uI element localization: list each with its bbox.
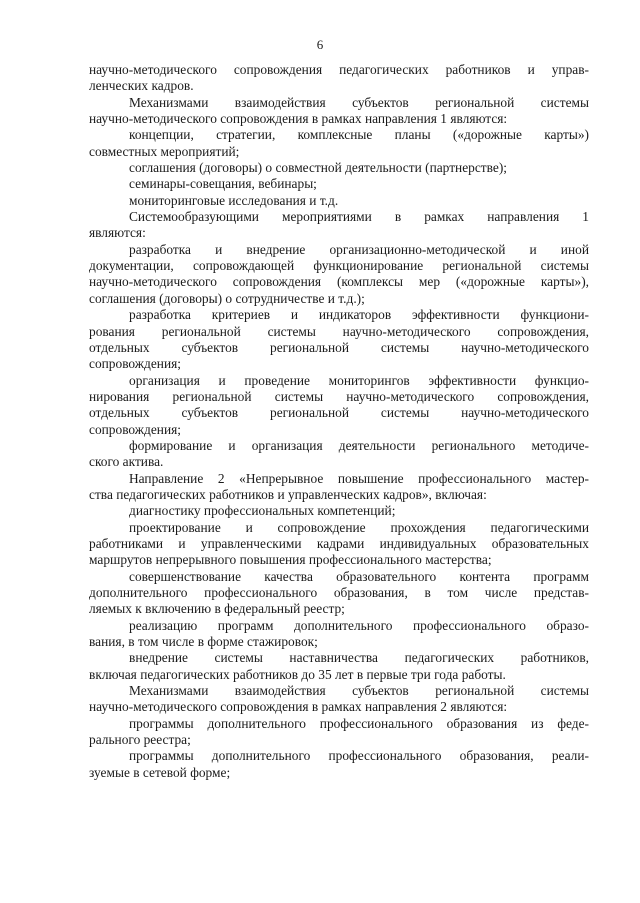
text-line: формирование и организация деятельности регионального методиче- [129, 437, 589, 453]
text-line: отдельных субъектов региональной системы научно-методического [89, 405, 589, 421]
text-line: сопровождения; [89, 356, 182, 372]
text-line: Системообразующими мероприятиями в рамках направления 1 [129, 209, 589, 225]
text-line: маршрутов непрерывного повышения профессионального мастерства; [89, 552, 492, 568]
text-line: научно-методического сопровождения (комплексы мер («дорожные карты»), [89, 274, 589, 290]
text-line: работниками и управленческими кадрами индивидуальных образовательных [89, 535, 589, 551]
text-line: ляемых к включению в федеральный реестр; [89, 601, 345, 617]
text-line: внедрение системы наставничества педагогических работников, [129, 650, 589, 666]
text-line: отдельных субъектов региональной системы научно-методического [89, 339, 589, 355]
text-line: вания, в том числе в форме стажировок; [89, 634, 318, 650]
text-line: рования региональной системы научно-методического сопровождения, [89, 323, 589, 339]
text-line: сопровождения; [89, 421, 182, 437]
text-line: проектирование и сопровождение прохождения педагогическими [129, 519, 589, 535]
text-line: Механизмами взаимодействия субъектов региональной системы [129, 683, 589, 699]
text-line: ленческих кадров. [89, 78, 194, 94]
text-line: Направление 2 «Непрерывное повышение профессионального мастер- [129, 470, 589, 486]
text-line: реализацию программ дополнительного профессионального образо- [129, 617, 589, 633]
text-line: разработка и внедрение организационно-методической и иной [129, 241, 589, 257]
text-line: Механизмами взаимодействия субъектов региональной системы [129, 94, 589, 110]
text-line: нирования региональной системы научно-методического сопровождения, [89, 388, 589, 404]
text-line: научно-методического сопровождения в рамках направления 2 являются: [89, 699, 508, 715]
text-line: семинары-совещания, вебинары; [129, 176, 317, 192]
text-line: разработка критериев и индикаторов эффективности функциони- [129, 307, 589, 323]
text-line: ства педагогических работников и управленческих кадров», включая: [89, 486, 487, 502]
text-line: мониторинговые исследования и т.д. [129, 192, 339, 208]
text-line: программы дополнительного профессионального образования из феде- [129, 715, 589, 731]
document-body [89, 62, 589, 781]
text-line: программы дополнительного профессионального образования, реали- [129, 748, 589, 764]
text-line: соглашения (договоры) о совместной деятельности (партнерстве); [129, 160, 508, 176]
text-line: организация и проведение мониторингов эффективности функцио- [129, 372, 589, 388]
text-line: являются: [89, 225, 146, 241]
text-line: дополнительного профессионального образования, в том числе представ- [89, 585, 589, 600]
text-line: совместных мероприятий; [89, 143, 240, 159]
text-line: диагностику профессиональных компетенций; [129, 503, 396, 519]
text-line: научно-методического сопровождения педагогических работников и управ- [89, 62, 589, 77]
page-number: 6 [316, 37, 324, 52]
text-line: совершенствование качества образовательного контента программ [129, 568, 589, 584]
text-line: ского актива. [89, 454, 164, 470]
text-line: научно-методического сопровождения в рамках направления 1 являются: [89, 111, 508, 127]
text-line: концепции, стратегии, комплексные планы («дорожные карты») [129, 127, 589, 143]
text-line: зуемые в сетевой форме; [89, 764, 231, 780]
text-line: документации, сопровождающей функционирование региональной системы [89, 258, 589, 274]
text-line: соглашения (договоры) о сотрудничестве и т.д.); [89, 290, 365, 306]
text-line: включая педагогических работников до 35 лет в первые три года работы. [89, 666, 506, 682]
text-line: рального реестра; [89, 732, 191, 748]
